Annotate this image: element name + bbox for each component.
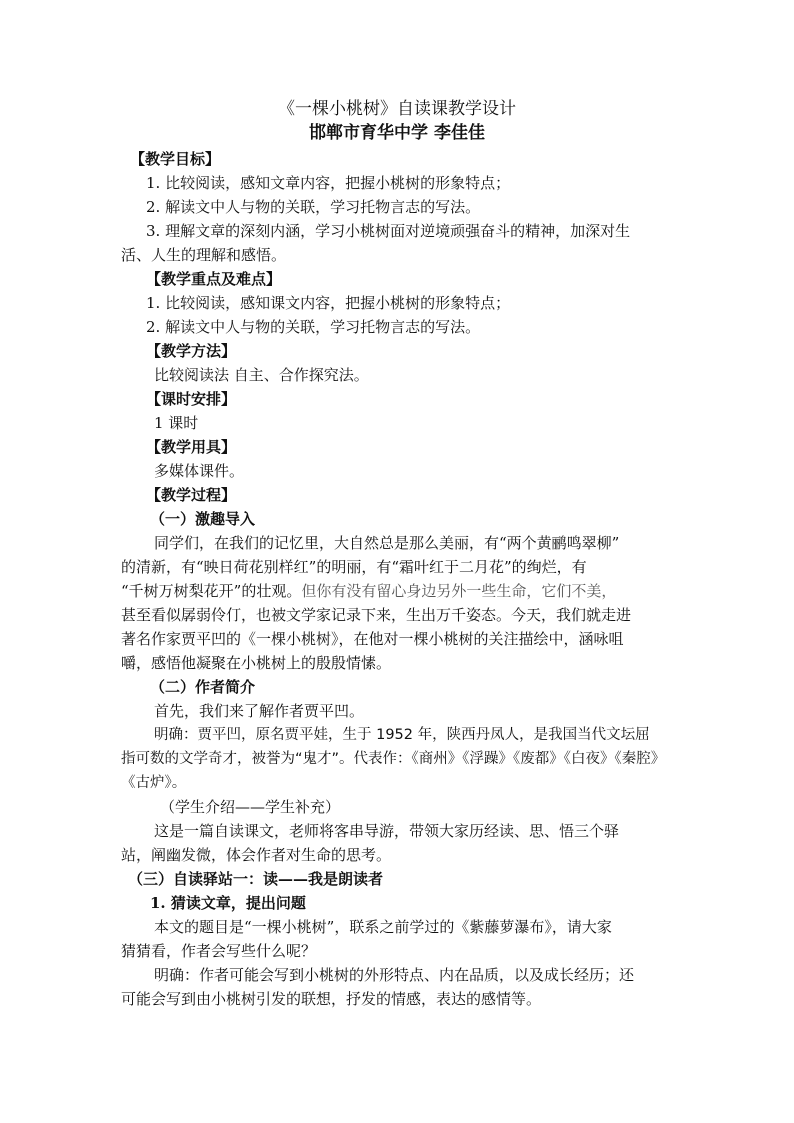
section-3-subtitle: 1. 猜读文章，提出问题	[150, 894, 306, 912]
goal-item: 1. 比较阅读，感知文章内容，把握小桃树的形象特点；	[146, 174, 511, 192]
schedule-heading: 【课时安排】	[146, 390, 237, 408]
goal-item: 活、人生的理解和感悟。	[121, 246, 287, 264]
paragraph-line: 本文的题目是“一棵小桃树”，联系之前学过的《紫藤萝瀑布》，请大家	[154, 918, 612, 936]
key-point-item: 1. 比较阅读，感知课文内容，把握小桃树的形象特点；	[146, 294, 511, 312]
method-text: 比较阅读法 自主、合作探究法。	[154, 366, 369, 384]
key-points-heading: 【教学重点及难点】	[146, 270, 282, 288]
paragraph-line: 甚至看似孱弱伶仃，也被文学家记录下来，生出万千姿态。今天，我们就走进	[121, 606, 632, 624]
paragraph-line: 站，阐幽发微，体会作者对生命的思考。	[121, 846, 392, 864]
paragraph-line: 明确：贾平凹，原名贾平娃，生于 1952 年，陕西丹凤人，是我国当代文坛屈	[154, 727, 650, 743]
paragraph-line: 但你有没有留心身边另外一些生命，它们不美，	[301, 582, 617, 600]
goal-item: 2. 解读文中人与物的关联，学习托物言志的写法。	[146, 198, 481, 216]
paragraph-line: 的清新，有“映日荷花别样红”的明丽，有“霜叶红于二月花”的绚烂，有	[121, 558, 587, 576]
paragraph-line: 明确：作者可能会写到小桃树的外形特点、内在品质，以及成长经历；还	[154, 966, 635, 984]
goals-heading: 【教学目标】	[130, 150, 221, 168]
paragraph-line: （学生介绍——学生补充）	[160, 798, 341, 816]
paragraph-line: 猜猜看，作者会写些什么呢？	[121, 942, 317, 960]
section-3-title: （三）自读驿站一：读——我是朗读者	[128, 870, 384, 888]
tools-text: 多媒体课件。	[154, 462, 245, 480]
paragraph-line: “千树万树梨花开”的壮观。	[121, 582, 302, 600]
paragraph-line: 著名作家贾平凹的《一棵小桃树》，在他对一棵小桃树的关注描绘中，涵咏咀	[121, 630, 624, 648]
paragraph-line: 嚼，感悟他凝聚在小桃树上的殷殷情愫。	[121, 654, 392, 672]
tools-heading: 【教学用具】	[146, 438, 237, 456]
document-subtitle: 邯郸市育华中学 李佳佳	[309, 123, 485, 143]
key-point-item: 2. 解读文中人与物的关联，学习托物言志的写法。	[146, 318, 481, 336]
process-heading: 【教学过程】	[146, 486, 237, 504]
paragraph-line: 同学们，在我们的记忆里，大自然总是那么美丽，有“两个黄鹂鸣翠柳”	[154, 534, 620, 552]
method-heading: 【教学方法】	[146, 342, 237, 360]
schedule-text: 1 课时	[154, 414, 199, 432]
paragraph-line: 《古炉》。	[121, 775, 187, 791]
goal-item: 3. 理解文章的深刻内涵，学习小桃树面对逆境顽强奋斗的精神，加深对生	[146, 222, 631, 240]
paragraph-line: 指可数的文学奇才，被誉为“鬼才”。代表作：《商州》《浮躁》《废都》《白夜》《秦腔》	[121, 751, 666, 767]
paragraph-line: 首先，我们来了解作者贾平凹。	[154, 702, 365, 720]
paragraph-line: 这是一篇自读课文，老师将客串导游，带领大家历经读、思、悟三个驿	[154, 822, 620, 840]
section-1-title: （一）激趣导入	[150, 510, 256, 528]
paragraph-line: 可能会写到由小桃树引发的联想，抒发的情感，表达的感情等。	[121, 990, 542, 1008]
document-title: 《一棵小桃树》自读课教学设计	[278, 99, 516, 119]
section-2-title: （二）作者简介	[150, 678, 256, 696]
